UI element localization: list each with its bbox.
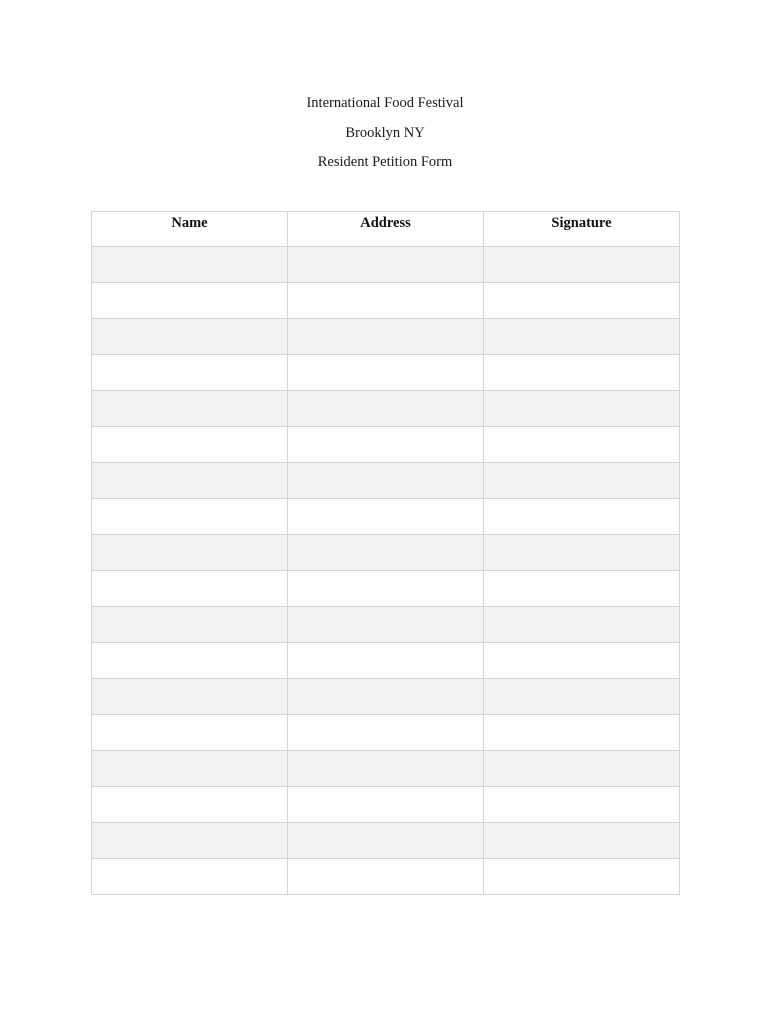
address-cell[interactable] — [288, 499, 484, 535]
table-row — [92, 859, 680, 895]
name-cell[interactable] — [92, 607, 288, 643]
name-cell[interactable] — [92, 571, 288, 607]
petition-table — [91, 211, 680, 895]
signature-cell[interactable] — [484, 499, 680, 535]
table-row — [92, 427, 680, 463]
table-row — [92, 679, 680, 715]
address-cell[interactable] — [288, 859, 484, 895]
table-row — [92, 787, 680, 823]
name-cell[interactable] — [92, 643, 288, 679]
table-row — [92, 751, 680, 787]
signature-cell[interactable] — [484, 787, 680, 823]
signature-cell[interactable] — [484, 643, 680, 679]
signature-cell[interactable] — [484, 283, 680, 319]
address-cell[interactable] — [288, 715, 484, 751]
address-cell[interactable] — [288, 391, 484, 427]
signature-cell[interactable] — [484, 715, 680, 751]
table-row — [92, 823, 680, 859]
name-cell[interactable] — [92, 427, 288, 463]
signature-cell[interactable] — [484, 463, 680, 499]
table-row — [92, 247, 680, 283]
name-cell[interactable] — [92, 751, 288, 787]
signature-cell[interactable] — [484, 823, 680, 859]
name-cell[interactable] — [92, 463, 288, 499]
name-cell[interactable] — [92, 319, 288, 355]
address-cell[interactable] — [288, 427, 484, 463]
table-row — [92, 391, 680, 427]
name-cell[interactable] — [92, 823, 288, 859]
signature-cell[interactable] — [484, 391, 680, 427]
address-cell[interactable] — [288, 247, 484, 283]
address-cell[interactable] — [288, 823, 484, 859]
table-row — [92, 571, 680, 607]
name-cell[interactable] — [92, 859, 288, 895]
table-row — [92, 283, 680, 319]
signature-cell[interactable] — [484, 535, 680, 571]
table-row — [92, 535, 680, 571]
signature-cell[interactable] — [484, 751, 680, 787]
table-row — [92, 319, 680, 355]
name-cell[interactable] — [92, 787, 288, 823]
name-cell[interactable] — [92, 715, 288, 751]
name-cell[interactable] — [92, 391, 288, 427]
event-title: International Food Festival — [306, 95, 464, 111]
table-row — [92, 607, 680, 643]
name-cell[interactable] — [92, 679, 288, 715]
address-cell[interactable] — [288, 535, 484, 571]
event-location: Brooklyn NY — [345, 125, 425, 141]
address-cell[interactable] — [288, 607, 484, 643]
signature-cell[interactable] — [484, 427, 680, 463]
column-header-name: Name — [92, 212, 288, 247]
name-cell[interactable] — [92, 283, 288, 319]
name-cell[interactable] — [92, 499, 288, 535]
column-header-address: Address — [288, 212, 484, 247]
name-cell[interactable] — [92, 535, 288, 571]
column-header-signature: Signature — [484, 212, 680, 247]
address-cell[interactable] — [288, 679, 484, 715]
address-cell[interactable] — [288, 787, 484, 823]
name-cell[interactable] — [92, 247, 288, 283]
table-row — [92, 715, 680, 751]
signature-cell[interactable] — [484, 319, 680, 355]
table-row — [92, 643, 680, 679]
signature-cell[interactable] — [484, 859, 680, 895]
address-cell[interactable] — [288, 463, 484, 499]
address-cell[interactable] — [288, 751, 484, 787]
address-cell[interactable] — [288, 283, 484, 319]
signature-cell[interactable] — [484, 607, 680, 643]
signature-cell[interactable] — [484, 571, 680, 607]
form-title: Resident Petition Form — [317, 154, 453, 170]
signature-cell[interactable] — [484, 247, 680, 283]
table-header-row — [92, 212, 680, 247]
table-row — [92, 463, 680, 499]
table-row — [92, 499, 680, 535]
petition-table-body — [92, 247, 680, 895]
table-row — [92, 355, 680, 391]
name-cell[interactable] — [92, 355, 288, 391]
signature-cell[interactable] — [484, 679, 680, 715]
address-cell[interactable] — [288, 319, 484, 355]
signature-cell[interactable] — [484, 355, 680, 391]
address-cell[interactable] — [288, 643, 484, 679]
address-cell[interactable] — [288, 571, 484, 607]
address-cell[interactable] — [288, 355, 484, 391]
